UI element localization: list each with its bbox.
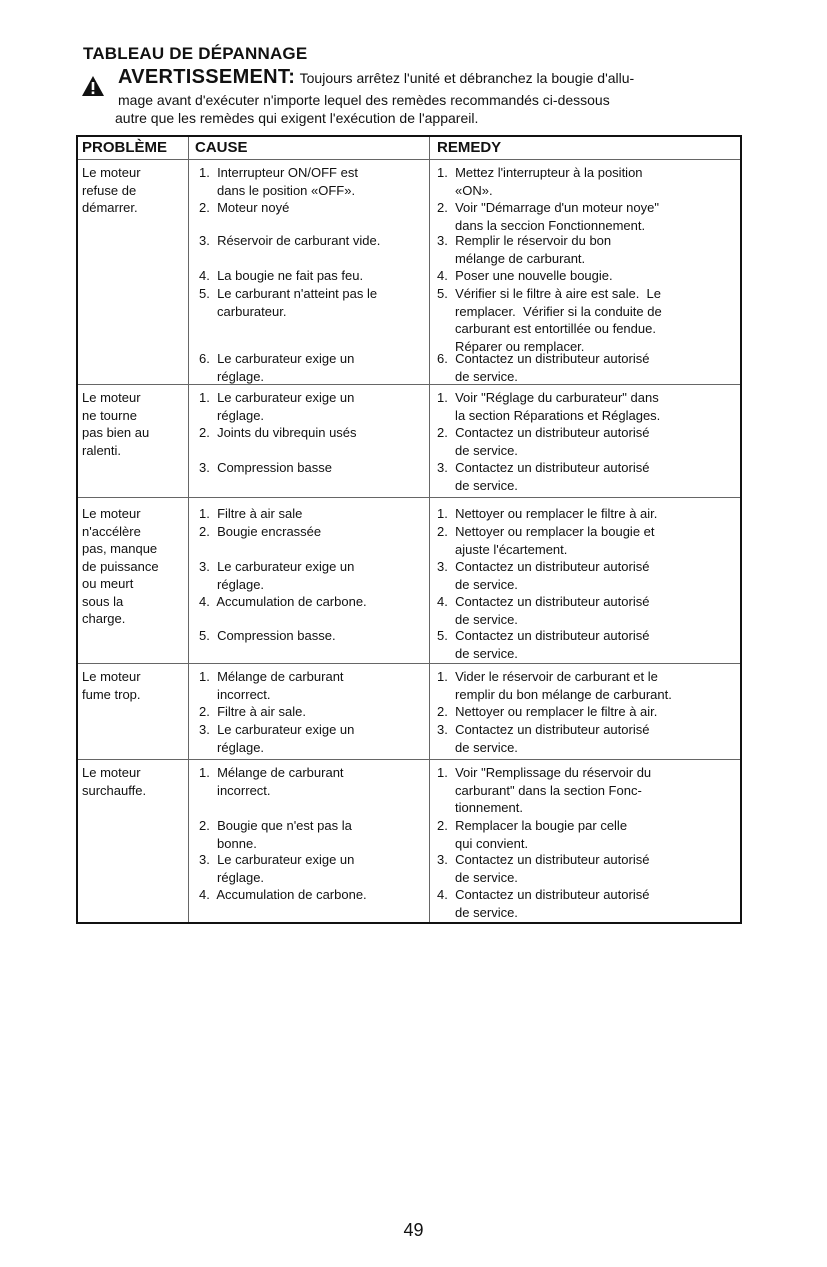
column-divider	[429, 137, 430, 922]
row-4-remedy-3: 3. Contactez un distributeur autorisé de service.	[437, 722, 650, 755]
row-1-remedy-1: 1. Mettez l'interrupteur à la position «ON».	[437, 165, 643, 198]
row-1-cause-3: 3. Réservoir de carburant vide.	[199, 233, 381, 248]
row-5-cause-4: 4. Accumulation de carbone.	[199, 887, 367, 902]
troubleshooting-table	[76, 135, 742, 924]
warning-triangle-icon	[82, 76, 104, 96]
row-4-remedy-1: 1. Vider le réservoir de carburant et le remplir du bon mélange de carburant.	[437, 669, 672, 702]
row-1-remedy-5: 5. Vérifier si le filtre à aire est sale. Le remplacer. Vérifier si la conduite de carburant est entortillée ou fendue. Réparer ou remplacer.	[437, 286, 662, 354]
row-2-cause-1: 1. Le carburateur exige un réglage.	[199, 390, 355, 423]
row-1-remedy-2: 2. Voir "Démarrage d'un moteur noye" dans la seccion Fonctionnement.	[437, 200, 659, 233]
row-2-cause-3: 3. Compression basse	[199, 460, 332, 475]
row-5-remedy-1: 1. Voir "Remplissage du réservoir du carburant" dans la section Fonc- tionnement.	[437, 765, 652, 815]
row-5-remedy-3: 3. Contactez un distributeur autorisé de service.	[437, 852, 650, 885]
row-4-cause-2: 2. Filtre à air sale.	[199, 704, 306, 719]
row-1-cause-4: 4. La bougie ne fait pas feu.	[199, 268, 364, 283]
row-divider	[78, 497, 740, 498]
warning-label: AVERTISSEMENT:	[118, 66, 296, 88]
row-divider	[78, 159, 740, 160]
row-1-cause-5: 5. Le carburant n'atteint pas le carburateur.	[199, 286, 378, 319]
row-5-remedy-2: 2. Remplacer la bougie par celle qui convient.	[437, 818, 628, 851]
warning-text-line-2: mage avant d'exécuter n'importe lequel des remèdes recommandés ci-dessous	[118, 92, 610, 108]
row-3-cause-5: 5. Compression basse.	[199, 628, 336, 643]
row-5-cause-2: 2. Bougie que n'est pas la bonne.	[199, 818, 352, 851]
page-title: TABLEAU DE DÉPANNAGE	[83, 44, 308, 63]
row-3-remedy-2: 2. Nettoyer ou remplacer la bougie et ajuste l'écartement.	[437, 524, 655, 557]
row-2-remedy-2: 2. Contactez un distributeur autorisé de service.	[437, 425, 650, 458]
row-3-cause-2: 2. Bougie encrassée	[199, 524, 322, 539]
row-1-cause-2: 2. Moteur noyé	[199, 200, 290, 215]
row-2-remedy-1: 1. Voir "Réglage du carburateur" dans la section Réparations et Réglages.	[437, 390, 661, 423]
row-5-problem: Le moteur surchauffe.	[82, 765, 147, 798]
row-2-remedy-3: 3. Contactez un distributeur autorisé de service.	[437, 460, 650, 493]
row-3-remedy-3: 3. Contactez un distributeur autorisé de service.	[437, 559, 650, 592]
row-5-cause-3: 3. Le carburateur exige un réglage.	[199, 852, 355, 885]
row-divider	[78, 759, 740, 760]
row-4-cause-3: 3. Le carburateur exige un réglage.	[199, 722, 355, 755]
page-number: 49	[403, 1220, 424, 1240]
column-divider	[188, 137, 189, 922]
row-3-remedy-1: 1. Nettoyer ou remplacer le filtre à air.	[437, 506, 658, 521]
row-3-problem: Le moteur n'accélère pas, manque de puissance ou meurt sous la charge.	[82, 506, 159, 626]
row-4-cause-1: 1. Mélange de carburant incorrect.	[199, 669, 344, 702]
row-divider	[78, 663, 740, 664]
row-2-cause-2: 2. Joints du vibrequin usés	[199, 425, 357, 440]
header-problem: PROBLÈME	[82, 139, 168, 156]
row-1-remedy-3: 3. Remplir le réservoir du bon mélange de carburant.	[437, 233, 612, 266]
row-3-remedy-5: 5. Contactez un distributeur autorisé de service.	[437, 628, 650, 661]
row-4-remedy-2: 2. Nettoyer ou remplacer le filtre à air.	[437, 704, 658, 719]
row-1-remedy-6: 6. Contactez un distributeur autorisé de service.	[437, 351, 650, 384]
row-1-cause-6: 6. Le carburateur exige un réglage.	[199, 351, 355, 384]
row-5-cause-1: 1. Mélange de carburant incorrect.	[199, 765, 344, 798]
row-3-remedy-4: 4. Contactez un distributeur autorisé de service.	[437, 594, 650, 627]
row-1-cause-1: 1. Interrupteur ON/OFF est dans le position «OFF».	[199, 165, 358, 198]
row-3-cause-4: 4. Accumulation de carbone.	[199, 594, 367, 609]
row-5-remedy-4: 4. Contactez un distributeur autorisé de service.	[437, 887, 650, 920]
row-3-cause-1: 1. Filtre à air sale	[199, 506, 303, 521]
row-3-cause-3: 3. Le carburateur exige un réglage.	[199, 559, 355, 592]
row-1-remedy-4: 4. Poser une nouvelle bougie.	[437, 268, 613, 283]
row-1-problem: Le moteur refuse de démarrer.	[82, 165, 141, 215]
row-2-problem: Le moteur ne tourne pas bien au ralenti.	[82, 390, 150, 458]
row-4-problem: Le moteur fume trop.	[82, 669, 141, 702]
warning-text-line-1: Toujours arrêtez l'unité et débranchez la bougie d'allu-	[299, 70, 635, 86]
header-cause: CAUSE	[195, 139, 248, 156]
header-remedy: REMEDY	[437, 139, 502, 156]
warning-text-line-3: autre que les remèdes qui exigent l'exécution de l'appareil.	[115, 110, 479, 126]
